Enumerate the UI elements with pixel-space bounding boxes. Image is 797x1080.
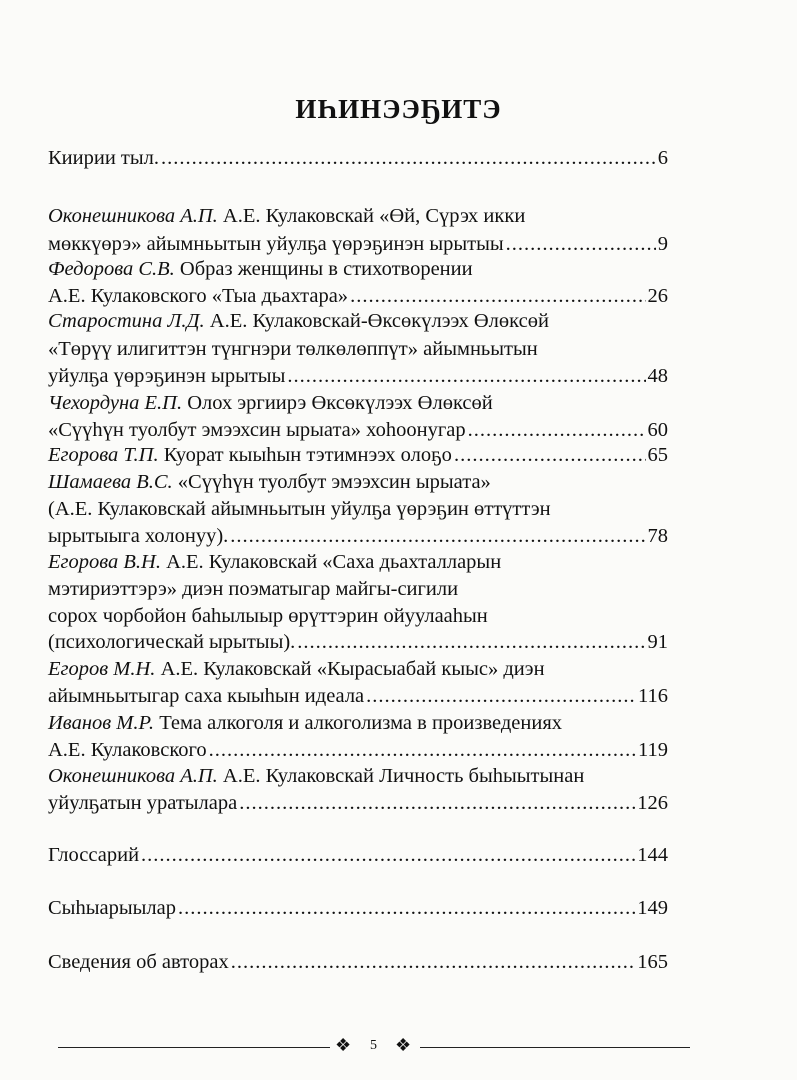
- footer-rule-right: [420, 1047, 690, 1048]
- author-name: Оконешникова А.П.: [48, 765, 218, 787]
- toc-entry[interactable]: Старостина Л.Д. А.Е. Кулаковскай-Өксөкүлээх Өлөксөй: [48, 310, 549, 332]
- toc-entry-line[interactable]: мэтириэттэрэ» диэн поэматыгар майгы-сигили: [48, 578, 459, 600]
- toc-entry[interactable]: Федорова С.В. Образ женщины в стихотворении: [48, 258, 473, 280]
- toc-authors-info[interactable]: Сведения об авторах ..... 165: [48, 947, 668, 977]
- author-name: Оконешникова А.П.: [48, 205, 218, 227]
- toc-entry-line[interactable]: «Сүүһүн туолбут эмээхсин ырыата» хоһоонугар ..... 60: [48, 415, 668, 445]
- toc-glossary[interactable]: Глоссарий ..... 144: [48, 840, 668, 870]
- author-name: Егорова Т.П.: [48, 444, 159, 466]
- page-number: 5: [370, 1038, 377, 1053]
- toc-entry[interactable]: Егоров М.Н. А.Е. Кулаковскай «Кырасыабай кыыс» диэн: [48, 658, 545, 680]
- footer-rule-left: [58, 1047, 330, 1048]
- author-name: Федорова С.В.: [48, 258, 175, 280]
- toc-intro[interactable]: Киирии тыл. ..... 6: [48, 143, 668, 173]
- toc-entry[interactable]: Оконешникова А.П. А.Е. Кулаковскай «Өй, Сүрэх икки: [48, 205, 526, 227]
- page-footer: [58, 1037, 690, 1057]
- author-name: Иванов М.Р.: [48, 712, 155, 734]
- toc-entry[interactable]: Егорова В.Н. А.Е. Кулаковскай «Саха дьахталларын: [48, 551, 502, 573]
- toc-entry-line[interactable]: (психологическай ырытыы). ..... 91: [48, 627, 668, 657]
- toc-entry-line[interactable]: (А.Е. Кулаковскай айымньытын уйулҕа үөрэҕин өттүттэн: [48, 498, 551, 520]
- toc-appendices[interactable]: Сыһыарыылар ..... 149: [48, 893, 668, 923]
- toc-entry-line[interactable]: А.Е. Кулаковского «Тыа дьахтара» ..... 26: [48, 281, 668, 311]
- author-name: Егорова В.Н.: [48, 551, 161, 573]
- toc-entry[interactable]: Иванов М.Р. Тема алкоголя и алкоголизма в произведениях: [48, 712, 563, 734]
- author-name: Шамаева В.С.: [48, 471, 173, 493]
- toc-entry[interactable]: Оконешникова А.П. А.Е. Кулаковскай Личность быһыытынан: [48, 765, 585, 787]
- toc-entry-line[interactable]: мөккүөрэ» айымньытын уйулҕа үөрэҕинэн ырытыы ..... 9: [48, 229, 668, 259]
- author-name: Старостина Л.Д.: [48, 310, 205, 332]
- page-title: ИҺИНЭЭҔИТЭ: [295, 94, 502, 124]
- toc-entry-line[interactable]: сорох чорбойон баһылыыр өрүттэрин ойуулааһын: [48, 605, 488, 627]
- toc-entry-line[interactable]: «Төрүү илигиттэн түнгнэри төлкөлөппүт» айымньытын: [48, 338, 538, 360]
- author-name: Егоров М.Н.: [48, 658, 156, 680]
- toc-entry[interactable]: Шамаева В.С. «Сүүһүн туолбут эмээхсин ырыата»: [48, 471, 491, 493]
- toc-entry[interactable]: Чехордуна Е.П. Олох эргиирэ Өксөкүлээх Өлөксөй: [48, 392, 493, 414]
- toc-entry-line[interactable]: айымньытыгар саха кыыһын идеала ..... 116: [48, 681, 668, 711]
- toc-entry-line[interactable]: ырытыыга холонуу). ..... 78: [48, 521, 668, 551]
- toc-entry-line[interactable]: уйулҕатын уратылара ..... 126: [48, 788, 668, 818]
- toc-entry-line[interactable]: А.Е. Кулаковского ..... 119: [48, 735, 668, 765]
- ornament-icon: ❖: [395, 1035, 412, 1055]
- toc-entry-line[interactable]: уйулҕа үөрэҕинэн ырытыы ..... 48: [48, 361, 668, 391]
- toc-entry[interactable]: Егорова Т.П. Куорат кыыһын тэтимнээх олоҕо ..... 65: [48, 440, 668, 470]
- ornament-icon: ❖: [335, 1035, 352, 1055]
- author-name: Чехордуна Е.П.: [48, 392, 183, 414]
